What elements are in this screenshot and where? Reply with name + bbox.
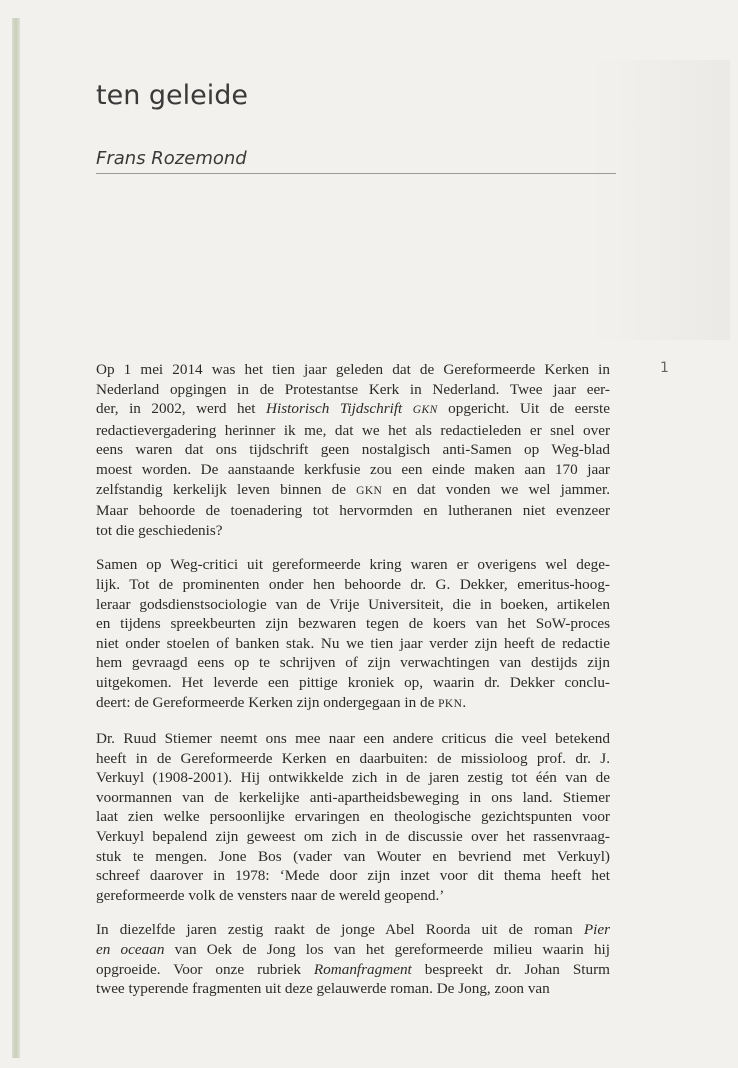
text-segment: twee typerende fragmenten uit deze gelauwerde roman. De Jong, zoon van (96, 980, 550, 998)
text-segment: schreef daarover in 1978: ‘Mede door zijn inzet voor dit thema heeft het (96, 867, 610, 885)
text-segment: PKN (438, 697, 463, 710)
text-segment: laat zien welke persoonlijke ervaringen en theologische gezichtspunten voor (96, 808, 610, 826)
text-segment: eens waren dat ons tijdschrift geen nostalgisch anti-Samen op Weg-blad (96, 441, 610, 459)
text-segment: en dat vonden we wel jammer. (382, 480, 610, 498)
text-segment: en oceaan (96, 941, 165, 959)
text-line (96, 866, 610, 886)
text-line (96, 521, 610, 541)
text-segment: redactievergadering herinner ik me, dat we het als redactieleden er snel over (96, 421, 610, 439)
show-through-shadow (590, 60, 730, 340)
text-segment: niet onder stoelen of banken stak. Nu we tien jaar verder zijn heeft de redactie (96, 634, 610, 652)
text-segment: moest worden. De aanstaande kerkfusie zou een einde maken aan 170 jaar (96, 460, 610, 478)
text-segment: en tijdens spreekbeurten zijn bezwaren tegen de koers van het SoW-proces (96, 615, 610, 633)
text-line (96, 693, 610, 715)
text-segment: Pier (583, 921, 610, 939)
text-segment (402, 400, 413, 417)
text-line (96, 380, 610, 400)
text-segment: leraar godsdienstsociologie van de Vrije Universiteit, die in boeken, artikelen (96, 595, 610, 613)
paragraph (96, 729, 610, 905)
text-segment: Samen op Weg-critici uit gereformeerde kring waren er overigens wel dege- (96, 556, 610, 574)
text-segment: deert: de Gereformeerde Kerken zijn ondergegaan in de (96, 693, 439, 711)
binding-edge (12, 18, 20, 1058)
text-line (96, 480, 610, 502)
text-segment: GKN (412, 404, 438, 417)
text-line (96, 886, 610, 906)
text-line (96, 634, 610, 654)
text-segment: Verkuyl bepalend zijn geweest om zich in de discussie over het rassenvraag- (96, 828, 610, 846)
text-line (96, 555, 610, 575)
text-segment: gereformeerde volk de vensters naar de wereld geopend.’ (96, 886, 445, 904)
text-line (96, 768, 610, 788)
text-line (96, 940, 610, 960)
text-segment: Romanfragment (313, 960, 412, 978)
text-segment: zelfstandig kerkelijk leven binnen de (96, 480, 357, 498)
text-segment: GKN (356, 484, 383, 497)
text-line (96, 749, 610, 769)
text-line (96, 421, 610, 441)
text-line (96, 653, 610, 673)
text-segment: stuk te mengen. Jone Bos (vader van Wouter en bevriend met Verkuyl) (96, 847, 610, 865)
text-line (96, 729, 610, 749)
text-segment: tot die geschiedenis? (96, 521, 223, 539)
text-line (96, 979, 610, 999)
text-line (96, 788, 610, 808)
text-segment: opgericht. Uit de eerste (437, 400, 610, 418)
text-line (96, 920, 610, 940)
paragraph (96, 920, 610, 998)
text-segment: Op 1 mei 2014 was het tien jaar geleden dat de Gereformeerde Kerken in (96, 361, 610, 378)
text-line (96, 614, 610, 634)
text-line (96, 827, 610, 847)
paragraph (96, 360, 610, 540)
text-line (96, 460, 610, 480)
article-body (96, 360, 610, 1014)
text-segment: Historisch Tijdschrift (266, 400, 403, 418)
text-segment: Nederland opgingen in de Protestantse Kerk in Nederland. Twee jaar eer- (96, 380, 610, 398)
text-line (96, 960, 610, 980)
text-segment: hem gevraagd eens op te schrijven of zijn verwachtingen van destijds zijn (96, 654, 610, 672)
text-segment: lijk. Tot de prominenten onder hen behoorde dr. G. Dekker, emeritus-hoog- (96, 575, 610, 593)
text-line (96, 847, 610, 867)
text-segment: der, in 2002, werd het (96, 400, 267, 418)
text-line (96, 807, 610, 827)
text-line (96, 440, 610, 460)
title-rule (96, 173, 616, 174)
text-segment: Verkuyl (1908-2001). Hij ontwikkelde zich in de jaren zestig tot één van de (96, 769, 610, 787)
paragraph (96, 555, 610, 714)
text-line (96, 595, 610, 615)
text-segment: In diezelfde jaren zestig raakt de jonge Abel Roorda uit de roman (96, 921, 584, 939)
text-segment: . (462, 693, 467, 711)
page-number: 1 (660, 360, 669, 376)
text-segment: Maar behoorde de toenadering tot hervormden en lutheranen niet evenzeer (96, 502, 610, 520)
text-segment: Dr. Ruud Stiemer neemt ons mee naar een andere criticus die veel betekend (96, 730, 610, 748)
text-line (96, 399, 610, 421)
text-segment: uitgekomen. Het leverde een pittige kroniek op, waarin dr. Dekker conclu- (96, 673, 610, 691)
text-line (96, 673, 610, 693)
text-line (96, 360, 610, 380)
text-line (96, 501, 610, 521)
text-segment: opgroeide. Voor onze rubriek (96, 960, 314, 978)
text-segment: voormannen van de kerkelijke anti-apartheidsbeweging in ons land. Stiemer (96, 788, 610, 806)
text-line (96, 575, 610, 595)
text-segment: heeft in de Gereformeerde Kerken en daarbuiten: de missioloog prof. dr. J. (96, 749, 610, 767)
article-author: Frans Rozemond (96, 148, 247, 169)
text-segment: bespreekt dr. Johan Sturm (411, 960, 610, 978)
article-title: ten geleide (96, 80, 249, 111)
text-segment: van Oek de Jong los van het gereformeerde milieu waarin hij (164, 941, 610, 959)
